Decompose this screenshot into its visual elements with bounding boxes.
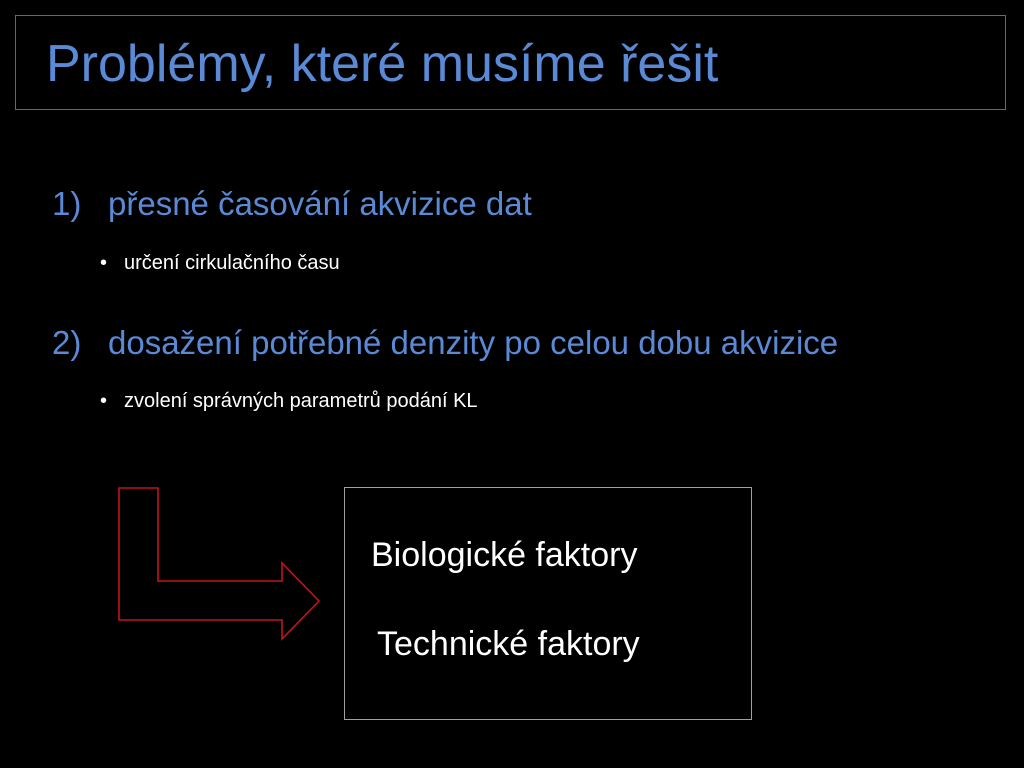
subpoint-1-text: určení cirkulačního času [124, 252, 340, 274]
bent-arrow-right-icon [110, 480, 330, 650]
point-2-number: 2) [52, 324, 82, 361]
slide-title: Problémy, které musíme řešit [46, 35, 719, 93]
bullet-2: • [100, 390, 108, 412]
point-2 [52, 324, 838, 362]
factor-biological: Biologické faktory [371, 536, 638, 574]
point-1 [52, 185, 532, 223]
subpoint-1 [100, 252, 340, 275]
factor-technical: Technické faktory [377, 625, 640, 663]
bullet-1: • [100, 252, 108, 274]
subpoint-2 [100, 390, 478, 413]
point-1-number: 1) [52, 185, 82, 222]
point-1-text: přesné časování akvizice dat [108, 185, 532, 222]
point-2-text: dosažení potřebné denzity po celou dobu akvizice [108, 324, 839, 361]
title-frame [15, 15, 1006, 110]
subpoint-2-text: zvolení správných parametrů podání KL [124, 390, 478, 412]
factors-box [344, 487, 752, 720]
